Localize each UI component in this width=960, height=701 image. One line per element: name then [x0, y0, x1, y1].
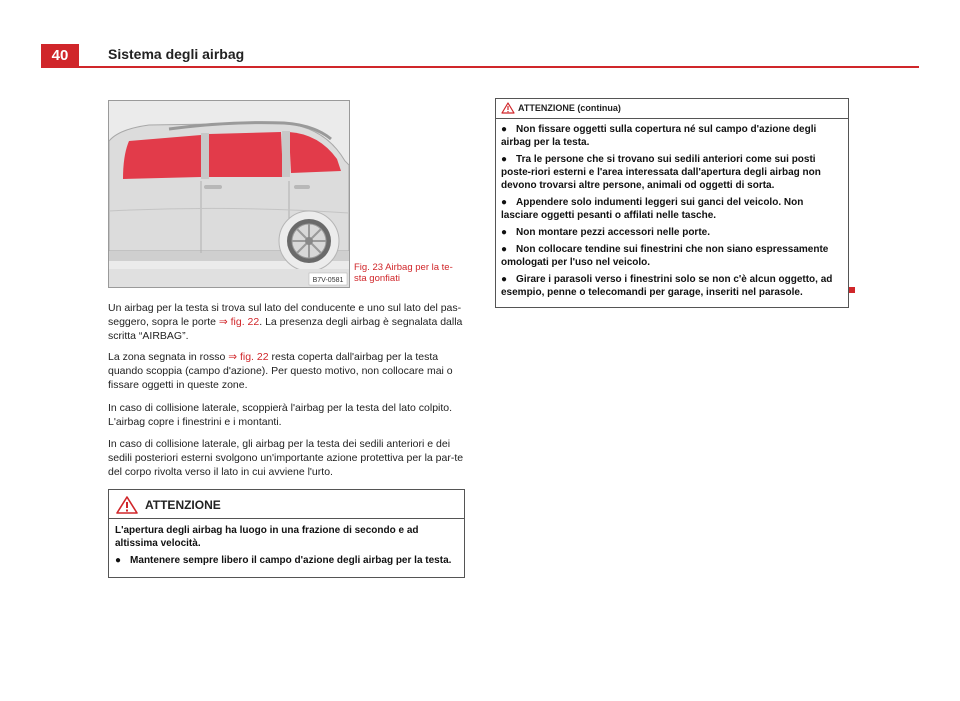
page-number: 40 [41, 44, 79, 66]
bullet-icon: ● [115, 555, 122, 566]
figure-code: B7V-0581 [312, 277, 344, 284]
warning-continued-title: ATTENZIONE (continua) [518, 103, 621, 113]
paragraph-1: Un airbag per la testa si trova sul lato del conducente e uno sul lato del pas-seggero, sopra le porte ⇒ fig. 22. La presenza degli airbag è segnalata dalla scritta “AIRBAG”. [108, 302, 463, 342]
bullet-icon: ● [501, 154, 508, 165]
section-end-marker [849, 287, 855, 293]
page-header [41, 44, 919, 68]
warning-title: ATTENZIONE [145, 498, 221, 512]
warning-box [108, 489, 465, 578]
car-airbag-figure [108, 100, 350, 288]
warning-item: ● Non collocare tendine sui finestrini che non siano espressamente omologati per l'uso nel veicolo. [501, 244, 829, 268]
warning-continued-header [496, 99, 848, 119]
bullet-icon: ● [501, 244, 508, 255]
fig-reference-link[interactable]: ⇒ fig. 22 [228, 351, 269, 363]
warning-item: ● Non fissare oggetti sulla copertura né sul campo d'azione degli airbag per la testa. [501, 124, 817, 148]
warning-item: ● Appendere solo indumenti leggeri sui ganci del veicolo. Non lasciare oggetti pesanti o affilati nelle tasche. [501, 197, 804, 221]
bullet-icon: ● [501, 274, 508, 285]
warning-item: ● Girare i parasoli verso i finestrini solo se non c'è alcun oggetto, ad esempio, penne o telecomandi per garage, inseriti nel parasole. [501, 274, 833, 298]
bullet-icon: ● [501, 197, 508, 208]
bullet-icon: ● [501, 227, 508, 238]
paragraph-2: La zona segnata in rosso ⇒ fig. 22 resta coperta dall'airbag per la testa quando scoppia (campo d'azione). Per questo motivo, non collocare mai o fissare oggetti in queste zone. [108, 351, 453, 391]
airbag-zone-front [123, 135, 201, 179]
warning-item: ● Non montare pezzi accessori nelle porte. [501, 227, 710, 238]
warning-header [109, 490, 464, 519]
airbag-zone-rear [209, 132, 283, 177]
fig-reference-link[interactable]: ⇒ fig. 22 [218, 316, 260, 328]
bullet-icon: ● [501, 124, 508, 135]
warning-continued-box [495, 98, 849, 308]
warning-triangle-icon [501, 102, 515, 114]
warning-item: ● Mantenere sempre libero il campo d'azione degli airbag per la testa. [115, 555, 452, 566]
warning-triangle-icon [116, 496, 138, 514]
chapter-title: Sistema degli airbag [108, 46, 245, 62]
warning-item: ● Tra le persone che si trovano sui sedili anteriori come sui posti poste-riori esterni e l'area interessata dall'apertura degli airbag non devono trovarsi altre persone, animali od oggetti di sorta. [501, 154, 821, 191]
paragraph-4: In caso di collisione laterale, gli airbag per la testa dei sedili anteriori e dei sedili posteriori esterni svolgono un'importante azione protettiva per la par-te del corpo rivolta verso il lato in cui avviene l'urto. [108, 438, 464, 478]
car-illustration [109, 101, 349, 287]
header-rule [41, 66, 919, 68]
figure-caption: Fig. 23 Airbag per la te-sta gonfiati [354, 262, 453, 284]
warning-intro: L'apertura degli airbag ha luogo in una frazione di secondo e ad altissima velocità. [115, 525, 419, 549]
paragraph-3: In caso di collisione laterale, scoppierà l'airbag per la testa del lato colpito. L'airbag copre i finestrini e i montanti. [108, 402, 453, 428]
